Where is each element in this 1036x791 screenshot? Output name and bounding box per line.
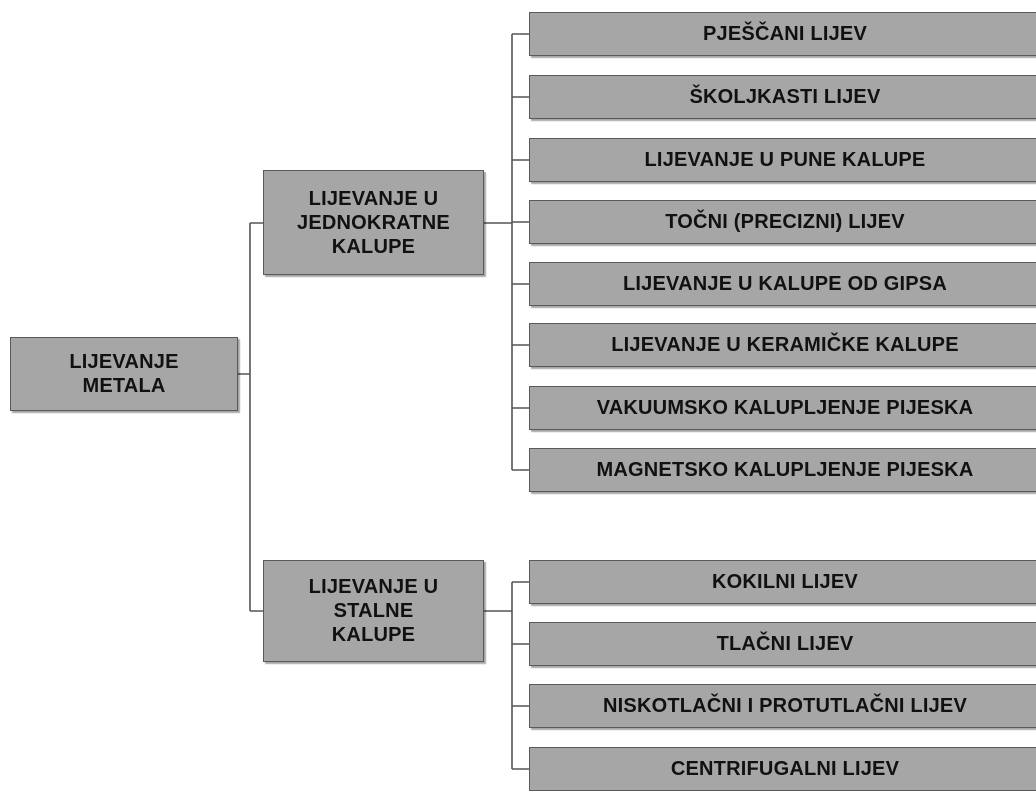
leaf-node-label: KOKILNI LIJEV [712, 571, 858, 593]
connector-group-0-to-items [484, 34, 529, 470]
leaf-node-magnetic-sand-molding [529, 448, 1036, 492]
leaf-node-full-mold-casting [529, 138, 1036, 182]
leaf-node-plaster-mold-casting [529, 262, 1036, 306]
group-node-line: STALNE [333, 600, 414, 622]
group-node-line: JEDNOKRATNE [297, 211, 450, 234]
leaf-node-label: CENTRIFUGALNI LIJEV [670, 758, 900, 780]
leaf-node-pressure-die-casting [529, 622, 1036, 666]
group-node-line: KALUPE [331, 235, 416, 258]
group-node-line: KALUPE [331, 624, 416, 646]
connector-group-1-to-items [484, 582, 529, 769]
leaf-node-sand-casting [529, 12, 1036, 56]
leaf-node-centrifugal-casting [529, 747, 1036, 791]
leaf-node-precision-casting [529, 200, 1036, 244]
leaf-node-vacuum-sand-molding [529, 386, 1036, 430]
group-node-line: LIJEVANJE U [308, 187, 439, 210]
leaf-node-label: ŠKOLJKASTI LIJEV [689, 86, 881, 108]
group-node-line: LIJEVANJE U [308, 576, 439, 598]
leaf-node-label: NISKOTLAČNI I PROTUTLAČNI LIJEV [603, 695, 967, 717]
root-node-line: METALA [82, 375, 166, 397]
leaf-node-label: LIJEVANJE U KALUPE OD GIPSA [623, 273, 947, 295]
leaf-node-label: TLAČNI LIJEV [716, 633, 854, 655]
leaf-node-label: LIJEVANJE U PUNE KALUPE [644, 149, 926, 171]
leaf-node-low-pressure-casting [529, 684, 1036, 728]
leaf-node-label: MAGNETSKO KALUPLJENJE PIJESKA [596, 459, 974, 481]
leaf-node-label: TOČNI (PRECIZNI) LIJEV [665, 211, 905, 233]
root-node-line: LIJEVANJE [69, 351, 179, 373]
connector-root-to-groups [238, 223, 263, 611]
leaf-node-label: VAKUUMSKO KALUPLJENJE PIJESKA [596, 397, 974, 419]
leaf-node-ceramic-mold-casting [529, 323, 1036, 367]
leaf-node-label: LIJEVANJE U KERAMIČKE KALUPE [611, 334, 959, 356]
leaf-node-shell-casting [529, 75, 1036, 119]
leaf-node-label: PJEŠČANI LIJEV [703, 23, 867, 45]
root-node-casting-of-metals [10, 337, 238, 411]
group-node-expendable-molds [263, 170, 484, 275]
group-node-permanent-molds [263, 560, 484, 662]
leaf-node-gravity-die-casting [529, 560, 1036, 604]
